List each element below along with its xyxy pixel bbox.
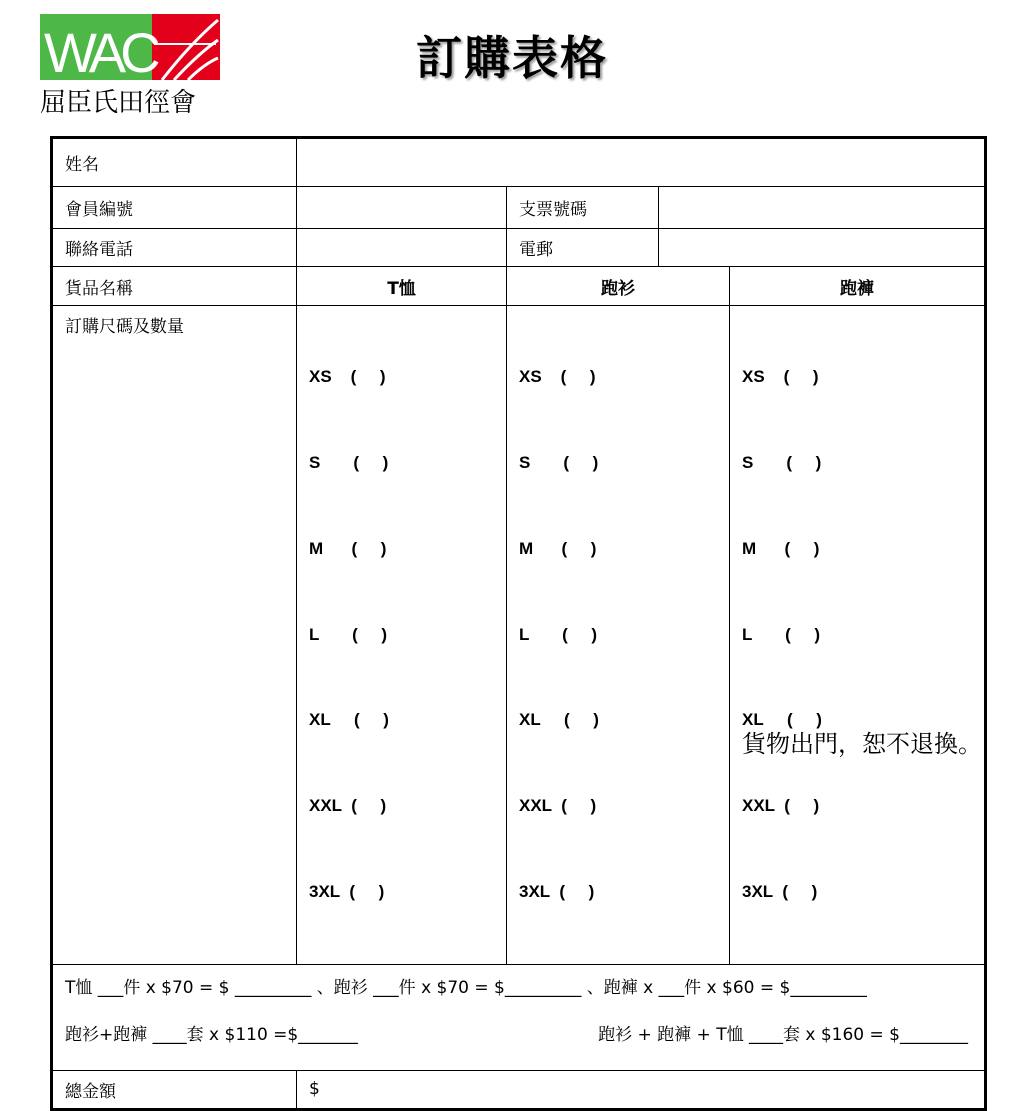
- size-option: XXL ( ): [519, 796, 597, 816]
- footer-note: 貨物出門，恕不退換。: [742, 730, 982, 758]
- size-option: XS ( ): [742, 367, 819, 387]
- member-row: [52, 187, 986, 229]
- email-field[interactable]: [659, 229, 986, 267]
- logo-org-name: 屈臣氏田徑會: [40, 88, 197, 116]
- size-row: [52, 306, 986, 965]
- size-option: 3XL ( ): [519, 881, 595, 901]
- logo-letters: WAC: [44, 21, 155, 84]
- size-option: M ( ): [519, 538, 597, 558]
- calculation-row: [52, 964, 986, 1070]
- size-option: L ( ): [309, 624, 388, 644]
- name-label: 姓名: [52, 138, 297, 187]
- size-option: XS ( ): [309, 367, 386, 387]
- size-option: M ( ): [309, 538, 387, 558]
- size-option: XL ( ): [742, 710, 822, 730]
- size-option: S ( ): [309, 452, 389, 472]
- product-label: 貨品名稱: [52, 267, 297, 306]
- size-option: 3XL ( ): [742, 881, 818, 901]
- product-running-shirt: 跑衫: [507, 267, 730, 306]
- cheque-no-field[interactable]: [659, 187, 986, 229]
- page-title: 訂購表格: [416, 31, 608, 85]
- tshirt-sizes[interactable]: [297, 306, 507, 965]
- size-option: S ( ): [742, 452, 822, 472]
- size-option: XL ( ): [519, 710, 599, 730]
- running-shorts-sizes[interactable]: [730, 306, 986, 965]
- order-form-table: [50, 136, 987, 1111]
- phone-label: 聯絡電話: [52, 229, 297, 267]
- total-row: [52, 1070, 986, 1109]
- calculation-cell[interactable]: [52, 964, 986, 1070]
- size-option: 3XL ( ): [309, 881, 385, 901]
- name-field[interactable]: [297, 138, 986, 187]
- cheque-no-label: 支票號碼: [507, 187, 659, 229]
- product-row: [52, 267, 986, 306]
- size-option: S ( ): [519, 452, 599, 472]
- email-label: 電郵: [507, 229, 659, 267]
- size-option: XS ( ): [519, 367, 596, 387]
- total-field[interactable]: $: [297, 1070, 986, 1109]
- total-label: 總金額: [52, 1070, 297, 1109]
- calc-set-shirt-shorts: 跑衫+跑褲 ____套 x $110 =$_______: [65, 1024, 358, 1045]
- calc-line-1: T恤 ___件 x $70 = $ _________ 、跑衫 ___件 x $70 = $_________ 、跑褲 x ___件 x $60 = $_________: [65, 977, 867, 998]
- size-option: XL ( ): [309, 710, 389, 730]
- member-no-label: 會員編號: [52, 187, 297, 229]
- member-no-field[interactable]: [297, 187, 507, 229]
- contact-row: [52, 229, 986, 267]
- calc-set-all: 跑衫 + 跑褲 + T恤 ____套 x $160 = $________: [598, 1024, 968, 1045]
- product-tshirt: T恤: [297, 267, 507, 306]
- phone-field[interactable]: [297, 229, 507, 267]
- size-option: L ( ): [519, 624, 598, 644]
- size-option: L ( ): [742, 624, 821, 644]
- size-option: XXL ( ): [309, 796, 387, 816]
- size-qty-label: 訂購尺碼及數量: [52, 306, 297, 965]
- running-shirt-sizes[interactable]: [507, 306, 730, 965]
- name-row: [52, 138, 986, 187]
- size-option: M ( ): [742, 538, 820, 558]
- size-option: XXL ( ): [742, 796, 820, 816]
- product-running-shorts: 跑褲: [730, 267, 986, 306]
